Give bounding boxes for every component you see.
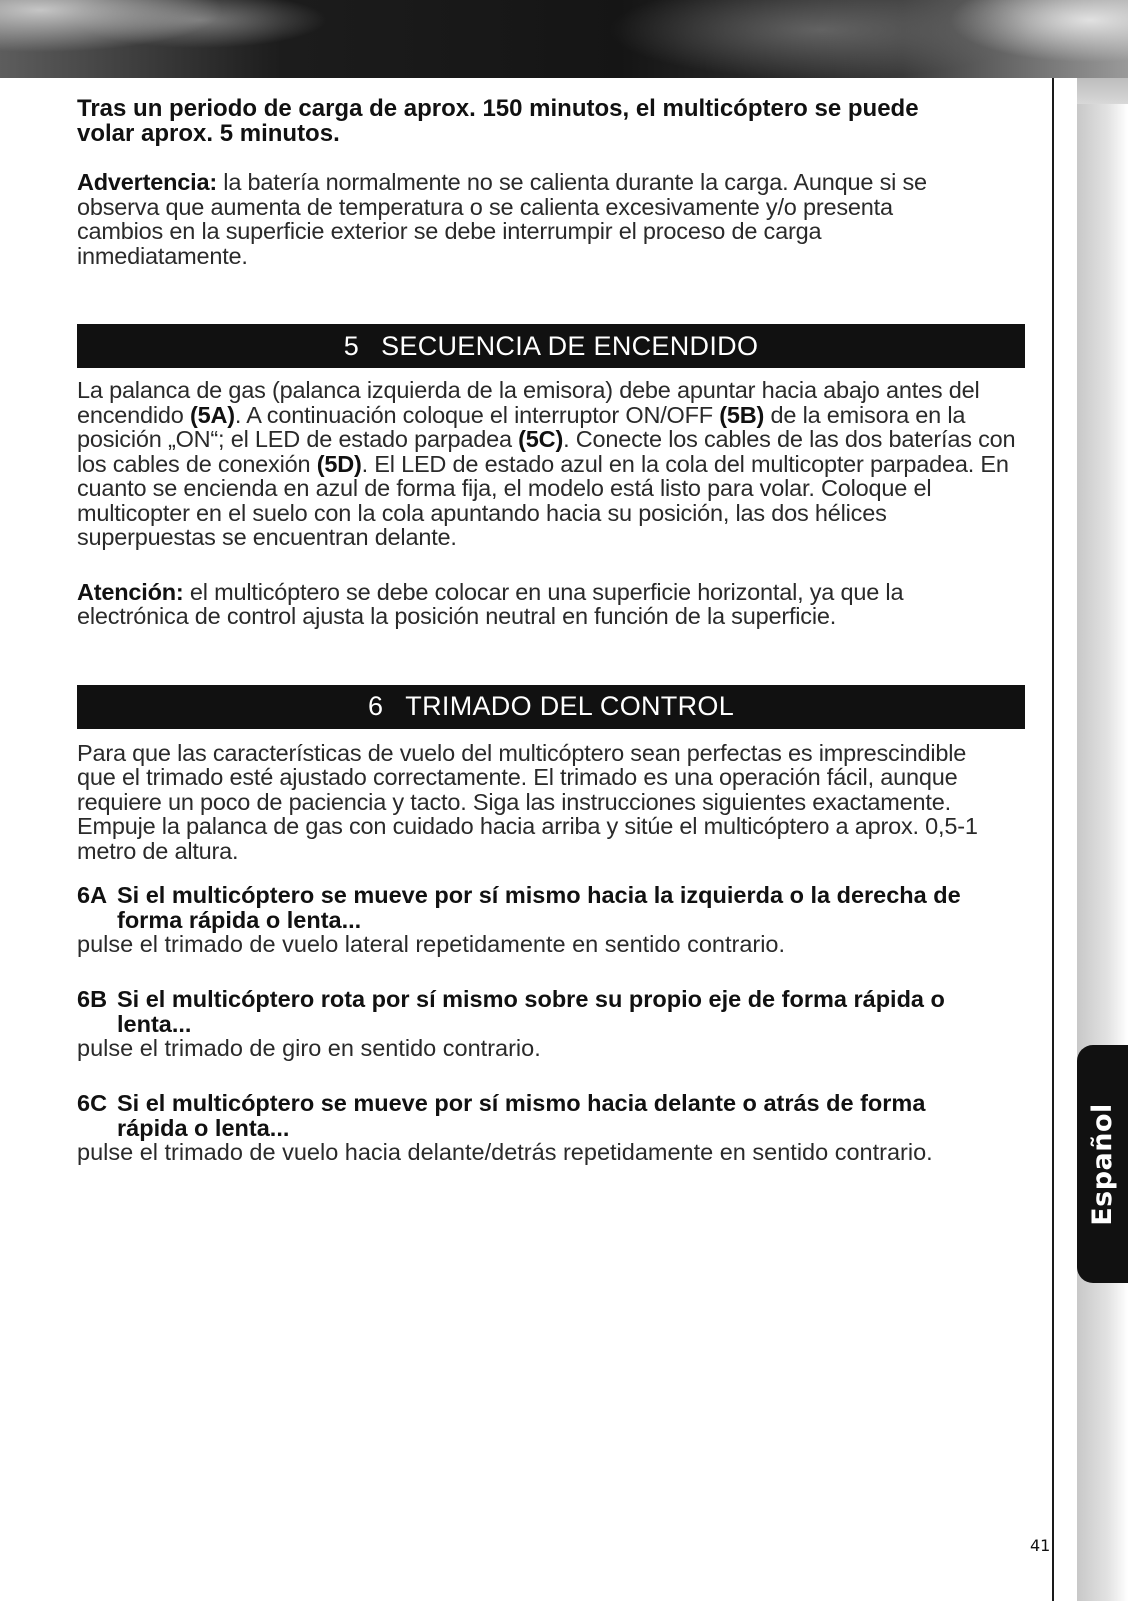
ref-5b: (5B) (719, 401, 765, 428)
trim-item-6a (77, 883, 1025, 957)
right-margin-rail (1077, 78, 1128, 1601)
warning-label: Advertencia: (77, 169, 217, 195)
section-5-header (77, 324, 1025, 368)
section-5-number: 5 (343, 330, 360, 361)
trim-item-code: 6A (77, 882, 108, 908)
trim-item-heading-text: Si el multicóptero rota por sí mismo sobre su propio eje de forma rápida o lenta... (117, 986, 945, 1037)
power-on-sequence-paragraph (77, 378, 1025, 550)
header-photo-banner (0, 0, 1128, 78)
section-6-header (77, 685, 1025, 729)
section-6-title: TRIMADO DEL CONTROL (405, 691, 735, 721)
trim-item-body: pulse el trimado de vuelo hacia delante/detrás repetidamente en sentido contrario. (77, 1139, 933, 1165)
trim-item-body: pulse el trimado de vuelo lateral repetidamente en sentido contrario. (77, 931, 786, 957)
attention-label: Atención: (77, 578, 184, 605)
trim-item-heading (77, 883, 1025, 932)
warning-text: la batería normalmente no se calienta durante la carga. Aunque si se observa que aumenta de temperatura o se calienta excesivamente y/o presenta cambios en la superficie exterior se debe interrumpir el proceso de carga inmediatamente. (77, 169, 927, 269)
page-number: 41 (1030, 1536, 1051, 1555)
ref-5d: (5D) (316, 450, 362, 477)
ref-5c: (5C) (518, 426, 564, 452)
trim-item-6b (77, 987, 1025, 1061)
page-content (77, 96, 1025, 1165)
language-tab-label: Español (1087, 1102, 1118, 1226)
language-tab (1077, 1045, 1128, 1283)
trim-item-heading (77, 987, 1025, 1036)
rail-top-cap (1077, 78, 1128, 104)
sequence-text-1: La palanca de gas (palanca izquierda de la emisora) debe apuntar hacia abajo antes del encendido (77, 377, 980, 428)
sequence-text-4: . Conecte los cables de las dos baterías con los cables de conexión (77, 426, 1016, 477)
trim-item-heading-text: Si el multicóptero se mueve por sí mismo hacia la izquierda o la derecha de forma rápida o lenta... (117, 882, 961, 933)
trim-intro-paragraph: Para que las características de vuelo del multicóptero sean perfectas es imprescindible que el trimado esté ajustado correctamente. El trimado es una operación fácil, aunque requiere un poco de paciencia y tacto. Siga las instrucciones siguientes exactamente. Empuje la palanca de gas con cuidado hacia arriba y sitúe el multicóptero a aprox. 0,5-1 metro de altura. (77, 739, 978, 864)
trim-item-code: 6C (77, 1090, 108, 1116)
trim-item-body: pulse el trimado de giro en sentido contrario. (77, 1035, 541, 1061)
section-6-number: 6 (367, 691, 384, 721)
warning-paragraph (77, 170, 967, 268)
trim-item-code: 6B (77, 986, 108, 1012)
charging-lead-text: Tras un periodo de carga de aprox. 150 minutos, el multicóptero se puede volar aprox. 5 minutos. (77, 95, 919, 147)
ref-5a: (5A) (190, 401, 235, 428)
sequence-text-3: de la emisora en la posición „ON“; el LED de estado parpadea (77, 401, 966, 452)
trim-item-heading-text: Si el multicóptero se mueve por sí mismo hacia delante o atrás de forma rápida o lenta... (117, 1090, 926, 1141)
sequence-text-2: . A continuación coloque el interruptor ON/OFF (234, 401, 720, 428)
trim-item-heading (77, 1091, 1025, 1140)
section-5-title: SECUENCIA DE ENCENDIDO (381, 330, 759, 361)
attention-text: el multicóptero se debe colocar en una superficie horizontal, ya que la electrónica de control ajusta la posición neutral en función de la superficie. (77, 578, 904, 629)
sequence-text-5: . El LED de estado azul en la cola del multicopter parpadea. En cuanto se encienda en azul de forma fija, el modelo está listo para volar. Coloque el multicopter en el suelo con la cola apuntando hacia su posición, las dos hélices superpuestas se encuentran delante. (77, 450, 1009, 550)
trim-item-6c (77, 1091, 1025, 1165)
attention-paragraph (77, 580, 967, 629)
